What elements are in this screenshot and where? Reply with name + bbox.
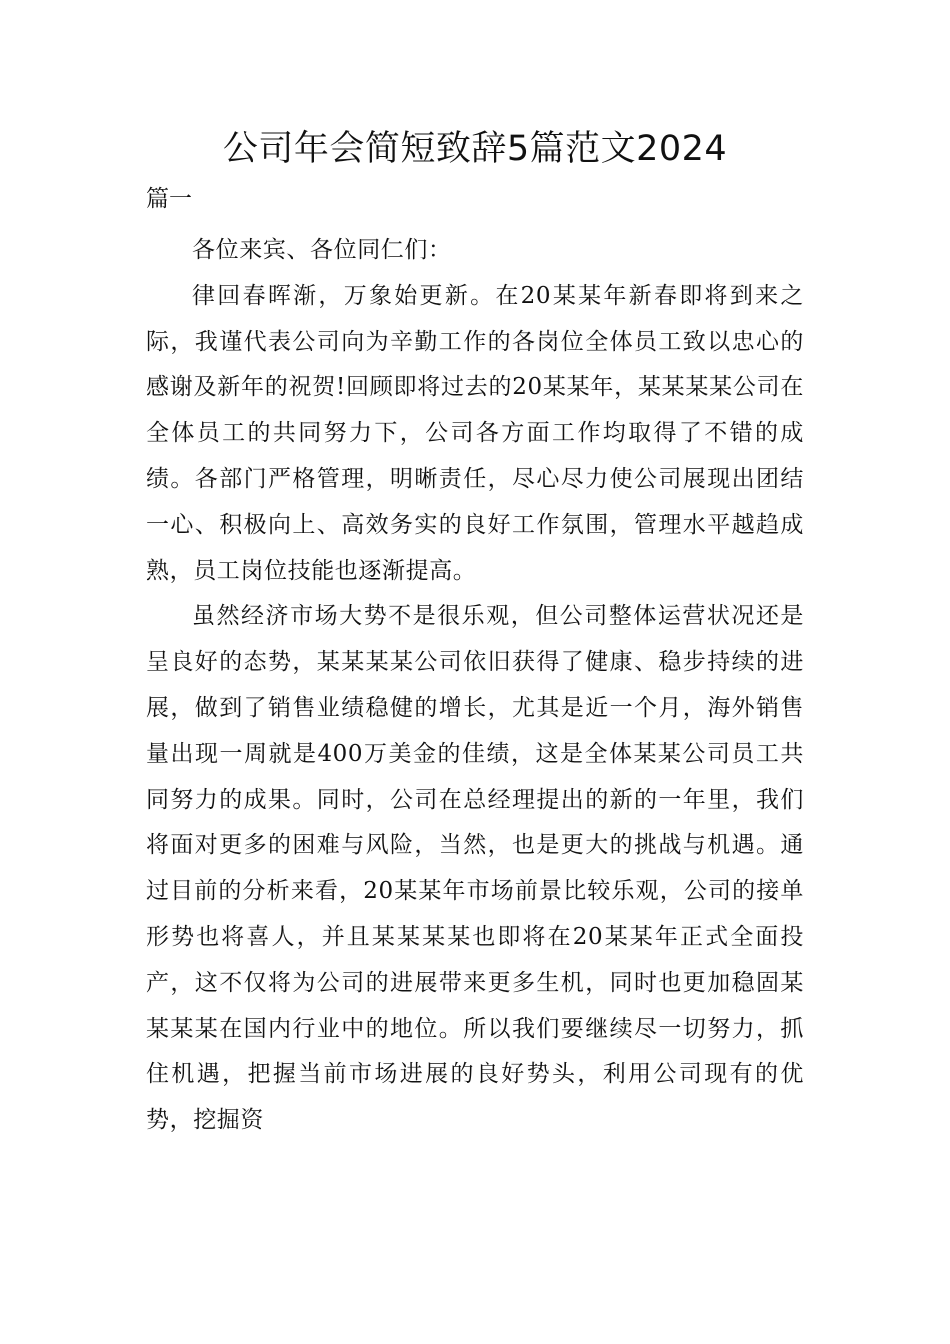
section-label: 篇一 [146, 186, 192, 212]
greeting-paragraph: 各位来宾、各位同仁们： [192, 237, 452, 263]
body-paragraph: 律回春晖渐，万象始更新。在20某某年新春即将到来之际，我谨代表公司向为辛勤工作的各岗位全体员工致以忠心的感谢及新年的祝贺!回顾即将过去的20某某年，某某某某公司在全体员工的共同努力下，公司各方面工作均取得了不错的成绩。各部门严格管理，明晰责任，尽心尽力使公司展现出团结一心、积极向上、高效务实的良好工作氛围，管理水平越趋成熟，员工岗位技能也逐渐提高。 [146, 282, 804, 584]
document-body [146, 228, 804, 1144]
body-paragraph: 虽然经济市场大势不是很乐观，但公司整体运营状况还是呈良好的态势，某某某某公司依旧获得了健康、稳步持续的进展，做到了销售业绩稳健的增长，尤其是近一个月，海外销售量出现一周就是400万美金的佳绩，这是全体某某公司员工共同努力的成果。同时，公司在总经理提出的新的一年里，我们将面对更多的困难与风险，当然，也是更大的挑战与机遇。通过目前的分析来看，20某某年市场前景比较乐观，公司的接单形势也将喜人，并且某某某某也即将在20某某年正式全面投产，这不仅将为公司的进展带来更多生机，同时也更加稳固某某某某在国内行业中的地位。所以我们要继续尽一切努力，抓住机遇，把握当前市场进展的良好势头，利用公司现有的优势，挖掘资 [146, 603, 804, 1134]
page-title: 公司年会简短致辞5篇范文2024 [222, 129, 728, 169]
